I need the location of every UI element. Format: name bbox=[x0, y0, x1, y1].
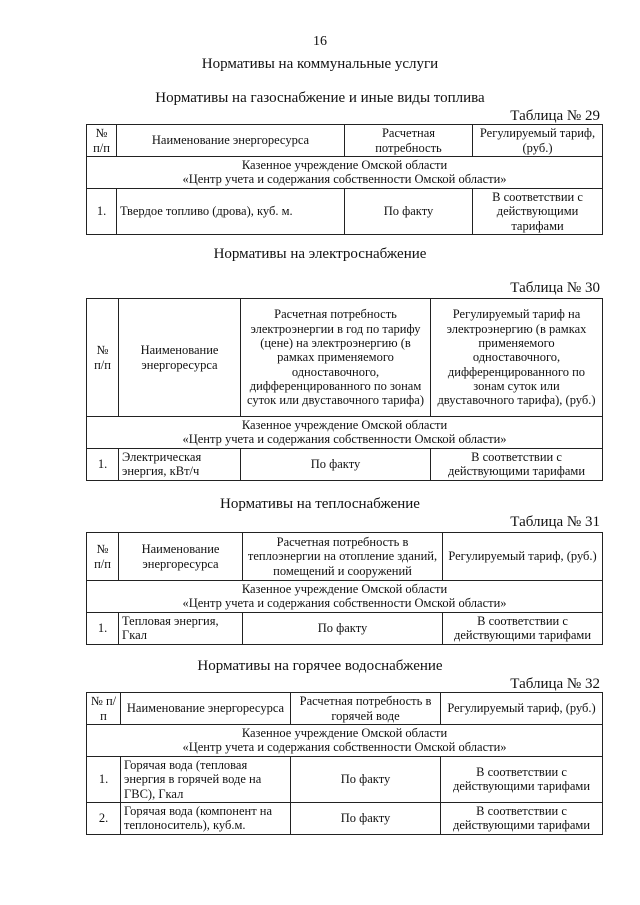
header-cell-need: Расчетная потребность bbox=[345, 125, 473, 157]
table-30 bbox=[86, 298, 603, 481]
row-number: 1. bbox=[87, 612, 119, 644]
org-cell bbox=[87, 725, 603, 757]
org-line-1: Казенное учреждение Омской области bbox=[241, 582, 448, 596]
header-cell-number: № п/п bbox=[87, 533, 119, 581]
table-29 bbox=[86, 124, 603, 235]
header-cell-resource: Наименование энергоресурса bbox=[119, 299, 241, 417]
table-row bbox=[87, 612, 603, 644]
org-row bbox=[87, 157, 603, 189]
row-need: По факту bbox=[243, 612, 443, 644]
header-cell-resource: Наименование энергоресурса bbox=[117, 125, 345, 157]
row-need: По факту bbox=[291, 802, 441, 834]
header-cell-need: Расчетная потребность в горячей воде bbox=[291, 693, 441, 725]
org-cell bbox=[87, 157, 603, 189]
org-row bbox=[87, 581, 603, 613]
table-label-32: Таблица № 32 bbox=[510, 676, 600, 692]
row-number: 1. bbox=[87, 756, 121, 802]
section-title-gas: Нормативы на газоснабжение и иные виды топлива bbox=[155, 90, 485, 106]
table-label-29: Таблица № 29 bbox=[510, 108, 600, 124]
row-tariff: В соответствии с действующими тарифами bbox=[473, 188, 603, 234]
org-line-2: «Центр учета и содержания собственности Омской области» bbox=[182, 596, 507, 611]
table-row bbox=[87, 802, 603, 834]
row-number: 1. bbox=[87, 188, 117, 234]
row-need: По факту bbox=[241, 448, 431, 480]
table-header-row bbox=[87, 299, 603, 417]
header-cell-number: № п/п bbox=[87, 693, 121, 725]
row-resource: Горячая вода (тепловая энергия в горячей воде на ГВС), Гкал bbox=[121, 756, 291, 802]
table-header-row bbox=[87, 533, 603, 581]
table-label-30: Таблица № 30 bbox=[510, 280, 600, 296]
table-row bbox=[87, 756, 603, 802]
row-resource: Твердое топливо (дрова), куб. м. bbox=[117, 188, 345, 234]
org-line-1: Казенное учреждение Омской области bbox=[241, 158, 448, 172]
header-cell-resource: Наименование энергоресурса bbox=[119, 533, 243, 581]
section-title-hot-water: Нормативы на горячее водоснабжение bbox=[197, 658, 443, 674]
row-resource: Тепловая энергия, Гкал bbox=[119, 612, 243, 644]
row-resource: Горячая вода (компонент на теплоноситель), куб.м. bbox=[121, 802, 291, 834]
row-need: По факту bbox=[345, 188, 473, 234]
org-line-1: Казенное учреждение Омской области bbox=[241, 418, 448, 432]
row-number: 1. bbox=[87, 448, 119, 480]
org-cell bbox=[87, 581, 603, 613]
org-line-2: «Центр учета и содержания собственности Омской области» bbox=[182, 740, 507, 755]
table-row bbox=[87, 448, 603, 480]
page-number: 16 bbox=[313, 34, 327, 49]
header-cell-number: № п/п bbox=[87, 125, 117, 157]
row-tariff: В соответствии с действующими тарифами bbox=[441, 802, 603, 834]
table-31 bbox=[86, 532, 603, 645]
row-tariff: В соответствии с действующими тарифами bbox=[431, 448, 603, 480]
org-row bbox=[87, 725, 603, 757]
row-tariff: В соответствии с действующими тарифами bbox=[441, 756, 603, 802]
header-cell-resource: Наименование энергоресурса bbox=[121, 693, 291, 725]
header-cell-need: Расчетная потребность в теплоэнергии на отопление зданий, помещений и сооружений bbox=[243, 533, 443, 581]
org-line-1: Казенное учреждение Омской области bbox=[241, 726, 448, 740]
header-cell-number: № п/п bbox=[87, 299, 119, 417]
header-cell-tariff: Регулируемый тариф, (руб.) bbox=[443, 533, 603, 581]
row-resource: Электрическая энергия, кВт/ч bbox=[119, 448, 241, 480]
table-row bbox=[87, 188, 603, 234]
page-title: Нормативы на коммунальные услуги bbox=[201, 56, 439, 72]
table-header-row bbox=[87, 693, 603, 725]
org-cell bbox=[87, 417, 603, 449]
row-need: По факту bbox=[291, 756, 441, 802]
row-number: 2. bbox=[87, 802, 121, 834]
table-32 bbox=[86, 692, 603, 835]
header-cell-tariff: Регулируемый тариф на электроэнергию (в рамках применяемого одноставочного, дифференцированного по зонам суток или двуставочного тарифа), (руб.) bbox=[431, 299, 603, 417]
section-title-electricity: Нормативы на электроснабжение bbox=[213, 246, 427, 262]
table-header-row bbox=[87, 125, 603, 157]
table-label-31: Таблица № 31 bbox=[510, 514, 600, 530]
row-tariff: В соответствии с действующими тарифами bbox=[443, 612, 603, 644]
org-row bbox=[87, 417, 603, 449]
header-cell-tariff: Регулируемый тариф, (руб.) bbox=[441, 693, 603, 725]
header-cell-tariff: Регулируемый тариф, (руб.) bbox=[473, 125, 603, 157]
section-title-heating: Нормативы на теплоснабжение bbox=[220, 496, 420, 512]
header-cell-need: Расчетная потребность электроэнергии в год по тарифу (цене) на электроэнергию (в рамках применяемого одноставочного, дифференцированного по зонам суток или двуставочного тарифа) bbox=[241, 299, 431, 417]
org-line-2: «Центр учета и содержания собственности Омской области» bbox=[182, 432, 507, 447]
org-line-2: «Центр учета и содержания собственности Омской области» bbox=[182, 172, 507, 187]
